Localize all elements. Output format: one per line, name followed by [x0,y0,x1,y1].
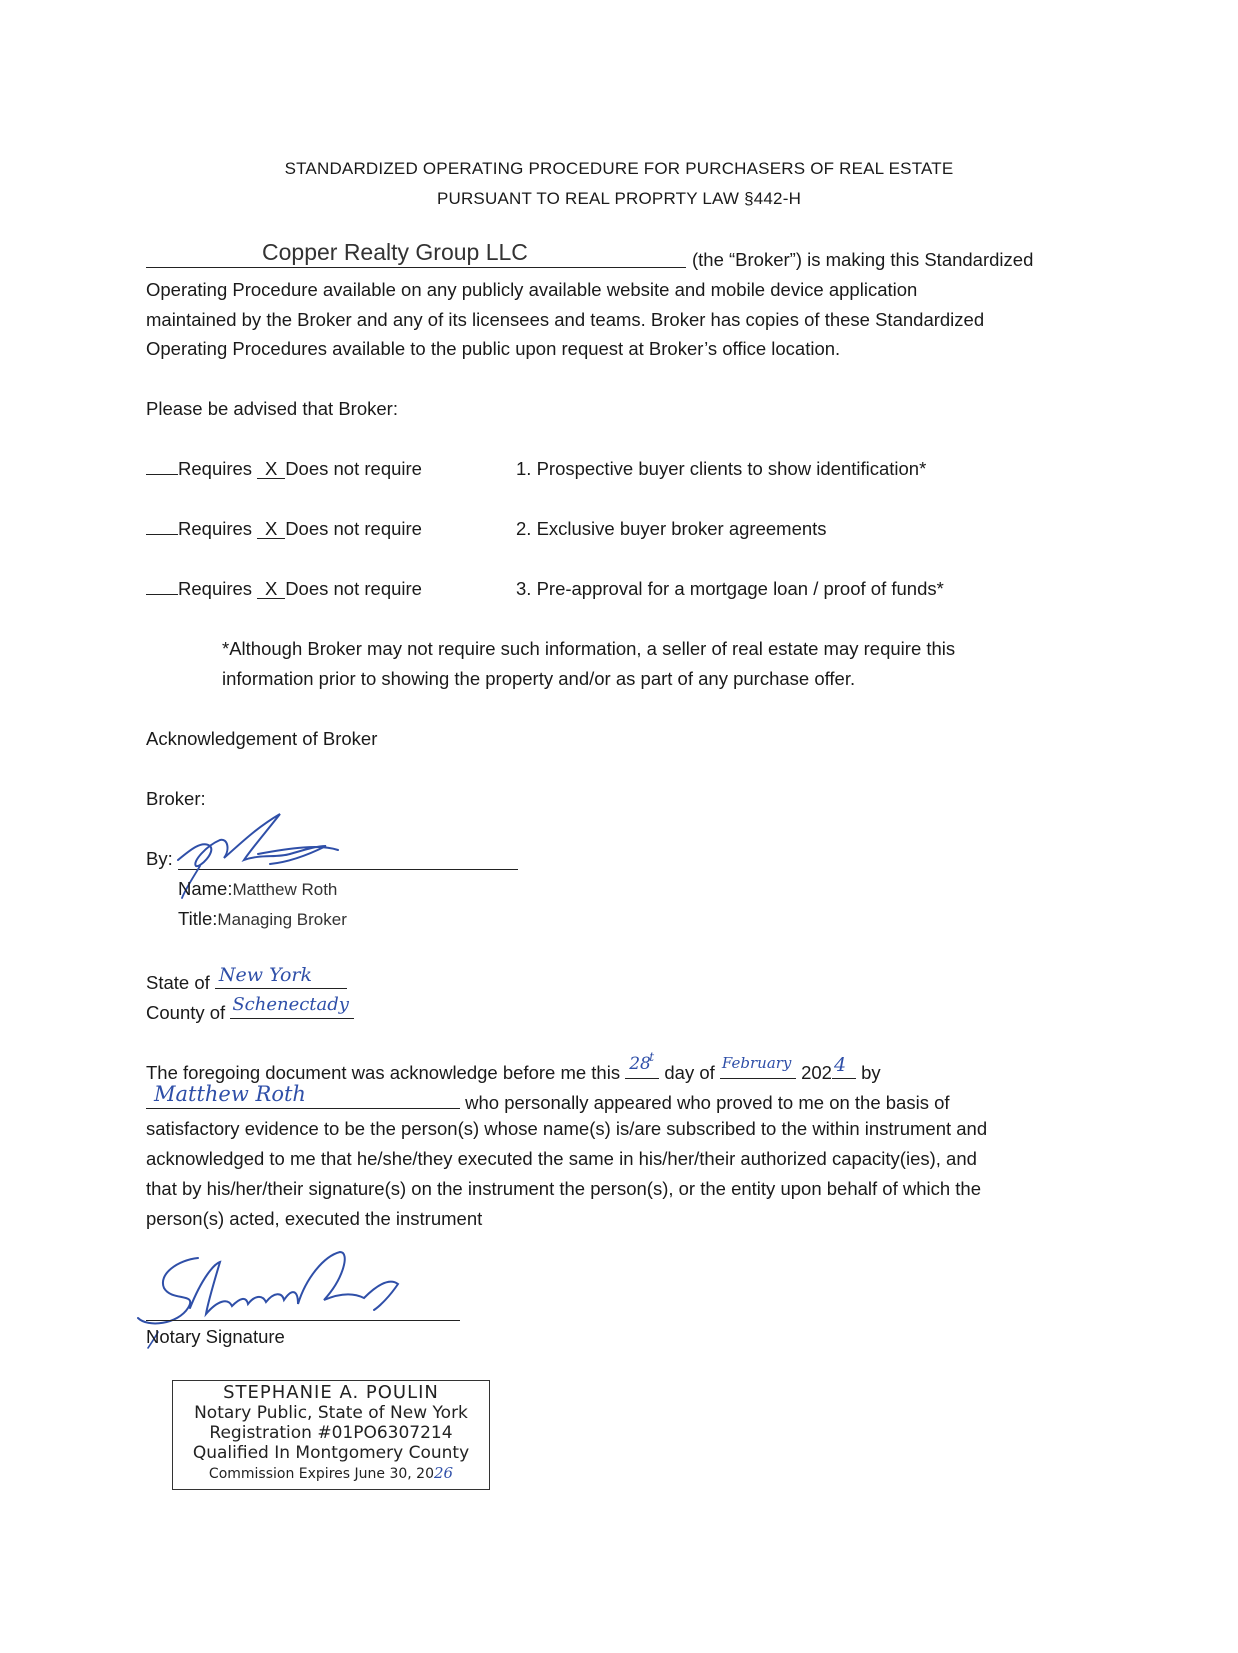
x-mark: X [257,460,285,479]
does-not-require-label: Does not require [285,458,422,479]
notary-line3: satisfactory evidence to be the person(s) whose name(s) is/are subscribed to the within instrument and [146,1118,988,1139]
intro-line3: maintained by the Broker and any of its licensees and teams. Broker has copies of these Standardized [146,309,985,330]
requirement-row-1 [146,458,422,480]
state-value: New York [218,964,313,986]
month-value: February [721,1054,792,1072]
acknowledgement-heading: Acknowledgement of Broker [146,728,378,749]
advised-text: Please be advised that Broker: [146,398,398,419]
requires-blank [146,458,178,475]
notary-line2 [146,1082,950,1114]
name-row [178,878,337,900]
notary-line2-rest: who personally appeared who proved to me on the basis of [465,1092,950,1113]
county-blank [230,994,354,1019]
requires-blank [146,518,178,535]
stamp-expires-prefix: Commission Expires June 30, 20 [208,1466,434,1482]
person-value: Matthew Roth [154,1082,306,1106]
notary-signature-line [146,1320,460,1321]
year-blank [832,1054,856,1079]
intro-line1-rest: (the “Broker”) is making this Standardized [692,249,1034,270]
intro-line4: Operating Procedures available to the public upon request at Broker’s office location. [146,338,841,359]
county-value: Schenectady [232,994,349,1015]
by-label: By: [146,848,173,869]
notary-text-part1: The foregoing document was acknowledge before me this [146,1062,621,1083]
document-title-line1: STANDARDIZED OPERATING PROCEDURE FOR PURCHASERS OF REAL ESTATE [284,159,954,178]
intro-line2: Operating Procedure available on any publicly available website and mobile device application [146,279,918,300]
stamp-line5 [173,1463,489,1484]
x-mark: X [257,580,285,599]
requirement-row-2 [146,518,422,540]
day-blank [625,1050,659,1079]
name-value: Matthew Roth [232,880,338,899]
broker-name-field [146,239,686,273]
day-value: 28 [629,1054,651,1074]
requires-label: Requires [178,458,253,479]
stamp-line4: Qualified In Montgomery County [192,1443,470,1463]
year-digit: 4 [833,1054,847,1076]
stamp-line2: Notary Public, State of New York [194,1403,468,1423]
notary-line5: that by his/her/their signature(s) on the instrument the person(s), or the entity upon behalf of which the [146,1178,982,1199]
title-value: Managing Broker [217,910,347,929]
notary-line4: acknowledged to me that he/she/they executed the same in his/her/their authorized capacity(ies), and [146,1148,977,1169]
notary-text-part4: by [861,1062,881,1083]
stamp-expires-year: 26 [433,1464,454,1482]
notary-signature-label: Notary Signature [146,1326,285,1347]
does-not-require-label: Does not require [285,518,422,539]
footnote-line2: information prior to showing the property and/or as part of any purchase offer. [222,668,856,689]
notary-line1 [146,1050,881,1084]
x-mark: X [257,520,285,539]
state-blank [215,964,347,989]
notary-stamp [172,1380,490,1490]
broker-label: Broker: [146,788,206,809]
requires-blank [146,578,178,595]
notary-text-part3: 202 [801,1062,832,1083]
stamp-line3: Registration #01PO6307214 [209,1423,453,1443]
county-row [146,994,354,1024]
day-suffix: t [649,1050,655,1064]
does-not-require-label: Does not require [285,578,422,599]
requirement-item-2: 2. Exclusive buyer broker agreements [516,518,827,539]
broker-name-value: Copper Realty Group LLC [262,239,528,265]
state-label: State of [146,972,210,993]
title-row [178,908,347,930]
requires-label: Requires [178,578,253,599]
month-blank [720,1054,796,1079]
requirement-item-3: 3. Pre-approval for a mortgage loan / proof of funds* [516,578,944,599]
broker-name-blank [146,239,686,268]
notary-text-part2: day of [664,1062,715,1083]
person-blank [146,1082,460,1109]
title-label: Title: [178,908,218,929]
state-row [146,964,347,994]
footnote-line1: *Although Broker may not require such information, a seller of real estate may require this [222,638,956,659]
requirement-item-1: 1. Prospective buyer clients to show identification* [516,458,927,479]
document-title-line2: PURSUANT TO REAL PROPRTY LAW §442-H [436,189,802,208]
stamp-name: STEPHANIE A. POULIN [223,1382,439,1403]
notary-line6: person(s) acted, executed the instrument [146,1208,483,1229]
requirement-row-3 [146,578,422,600]
county-label: County of [146,1002,226,1023]
name-label: Name: [178,878,233,899]
requires-label: Requires [178,518,253,539]
